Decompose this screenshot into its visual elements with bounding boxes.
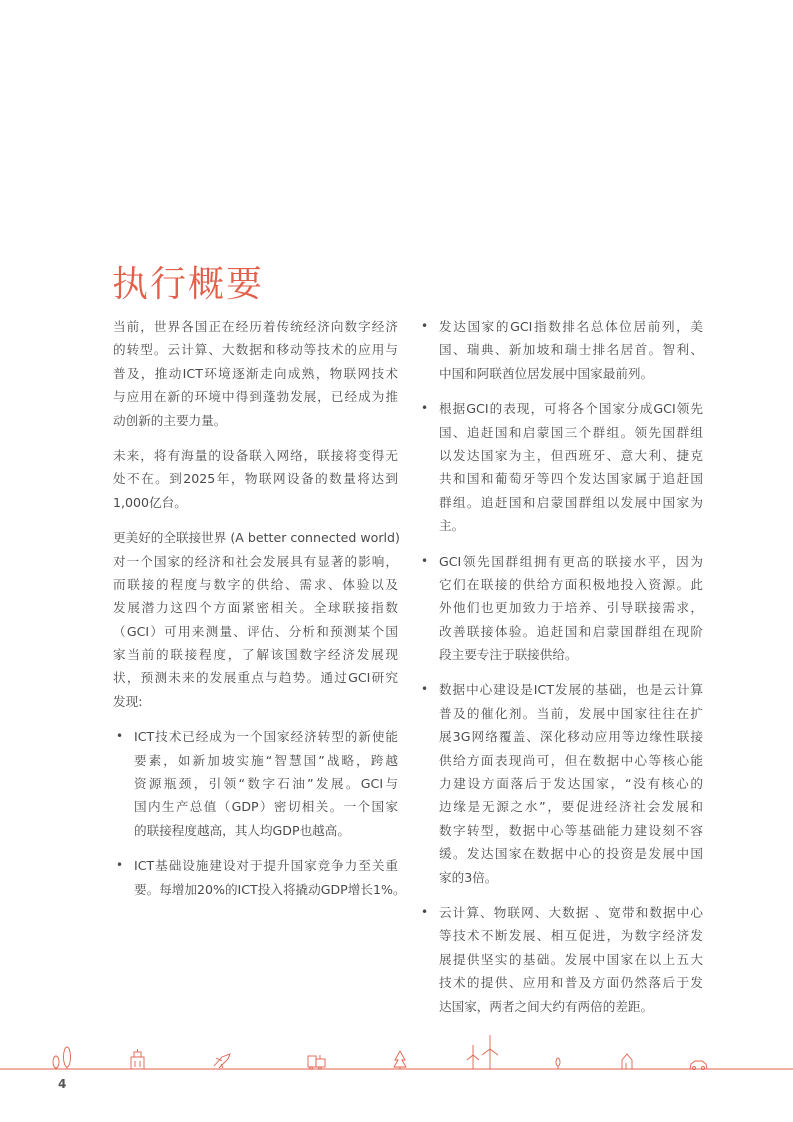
text-line: 与应用在新的环境中得到蓬勃发展，已经成为推 (113, 389, 398, 405)
text-line: 的转型。云计算、大数据和移动等技术的应用与 (113, 342, 398, 358)
text-line: 达国家，两者之间大约有两倍的差距。 (439, 998, 654, 1014)
text-line: 更美好的全联接世界 (A better connected world) (113, 530, 400, 546)
text-line: 国、瑞典、新加坡和瑞士排名居首。智利、 (439, 342, 703, 358)
train-icon (308, 1055, 325, 1069)
text-line: 发展潜力这四个方面紧密相关。全球联接指数 (113, 600, 398, 616)
text-line: ICT基础设施建设对于提升国家竞争力至关重 (134, 858, 398, 874)
text-line: 发现: (113, 693, 143, 709)
text-line: 1,000亿台。 (113, 494, 187, 510)
text-line: ICT技术已经成为一个国家经济转型的新使能 (134, 729, 398, 745)
text-line: 动创新的主要力量。 (113, 412, 227, 428)
right-column (418, 315, 703, 1030)
text-line: 技术的提供、应用和普及方面仍然落后于发 (439, 975, 703, 991)
text-line: 国内生产总值（GDP）密切相关。一个国家 (134, 799, 398, 815)
text-line: 等技术不断发展、相互促进，为数字经济发 (439, 928, 703, 944)
text-line: GCI领先国群组拥有更高的联接水平，因为 (439, 553, 703, 569)
text-line: 段主要专注于联接供给。 (439, 647, 578, 663)
car-icon (690, 1061, 707, 1070)
page-number: 4 (58, 1077, 67, 1091)
text-line: 家的3倍。 (439, 869, 498, 885)
text-line: 要。每增加20%的ICT投入将撬动GDP增长1%。 (134, 881, 406, 897)
text-line: 它们在联接的供给方面积极地投入资源。此 (439, 576, 703, 592)
text-line: 处不在。到2025年，物联网设备的数量将达到 (113, 471, 398, 487)
bullet-item (418, 678, 703, 889)
bullet-icon: • (421, 904, 429, 919)
bullet-item (418, 550, 703, 667)
text-line: 缓。发达国家在数据中心的投资是发展中国 (439, 846, 703, 862)
trees-icon (53, 1047, 71, 1069)
paragraph (113, 444, 398, 514)
bullet-icon: • (421, 319, 429, 333)
text-line: 外他们也更加致力于培养、引导联接需求， (439, 600, 703, 616)
text-line: 主。 (439, 518, 465, 534)
text-line: 发达国家的GCI指数排名总体位居前列，美 (439, 319, 703, 334)
text-line: 中国和阿联酋位居发展中国家最前列。 (439, 365, 654, 381)
text-line: 数字转型，数据中心等基础能力建设刻不容 (439, 822, 703, 838)
text-line: 力建设方面落后于发达国家，“没有核心的 (439, 776, 703, 792)
text-line: 普及，推动ICT环境逐渐走向成熟，物联网技术 (113, 365, 398, 381)
bullet-icon: • (116, 729, 124, 744)
bullet-icon: • (421, 682, 429, 697)
pine-tree-icon (394, 1051, 406, 1069)
text-line: 边缘是无源之水”，要促进经济社会发展和 (439, 799, 703, 815)
footer-skyline (0, 1035, 793, 1075)
text-line: 家当前的联接程度，了解该国数字经济发展现 (113, 647, 398, 663)
text-line: 的联接程度越高，其人均GDP也越高。 (134, 822, 350, 838)
text-line: 云计算、物联网、大数据 、宽带和数据中心 (439, 904, 703, 920)
wind-turbine-icon (467, 1035, 498, 1069)
bullet-item (418, 315, 703, 385)
text-line: 数据中心建设是ICT发展的基础，也是云计算 (439, 682, 703, 698)
text-line: （GCI）可用来测量、评估、分析和预测某个国 (113, 623, 398, 639)
text-line: 要素，如新加坡实施“智慧国”战略，跨越 (134, 752, 398, 768)
text-line: 展提供坚实的基础。发展中国家在以上五大 (439, 951, 703, 967)
page-title: 执行概要 (112, 264, 265, 305)
text-line: 对一个国家的经济和社会发展具有显著的影响， (113, 553, 398, 569)
house-icon (622, 1054, 632, 1069)
text-line: 以发达国家为主，但西班牙、意大利、捷克 (439, 447, 703, 463)
bullet-item (418, 901, 703, 1018)
paragraph (113, 315, 398, 432)
text-line: 当前，世界各国正在经历着传统经济向数字经济 (113, 319, 398, 334)
left-column (113, 315, 406, 913)
text-line: 未来，将有海量的设备联入网络，联接将变得无 (113, 447, 398, 463)
bullet-icon: • (116, 858, 124, 873)
bullet-item (113, 854, 406, 901)
building-icon (131, 1049, 144, 1069)
text-line: 而联接的程度与数字的供给、需求、体验以及 (113, 576, 398, 592)
text-line: 群组。追赶国和启蒙国群组以发展中国家为 (439, 494, 703, 510)
text-line: 普及的催化剂。当前，发展中国家往往在扩 (439, 705, 703, 721)
text-line: 国、追赶国和启蒙国三个群组。领先国群组 (439, 424, 703, 440)
text-line: 展3G网络覆盖、深化移动应用等边缘性联接 (439, 729, 703, 745)
text-line: 改善联接体验。追赶国和启蒙国群组在现阶 (439, 623, 703, 639)
bullet-item (418, 397, 703, 537)
text-line: 供给方面表现尚可，但在数据中心等核心能 (439, 752, 703, 768)
airplane-icon (214, 1054, 230, 1068)
bullet-item (113, 725, 398, 842)
bullet-icon: • (421, 401, 429, 416)
text-line: 状，预测未来的发展重点与趋势。通过GCI研究 (113, 670, 398, 686)
text-line: 资源瓶颈，引领“数字石油”发展。GCI与 (134, 776, 398, 792)
small-tree-icon (556, 1058, 560, 1069)
bullet-icon: • (421, 553, 429, 568)
text-line: 根据GCI的表现，可将各个国家分成GCI领先 (439, 401, 703, 417)
paragraph (113, 526, 398, 713)
text-line: 共和国和葡萄牙等四个发达国家属于追赶国 (439, 471, 703, 487)
